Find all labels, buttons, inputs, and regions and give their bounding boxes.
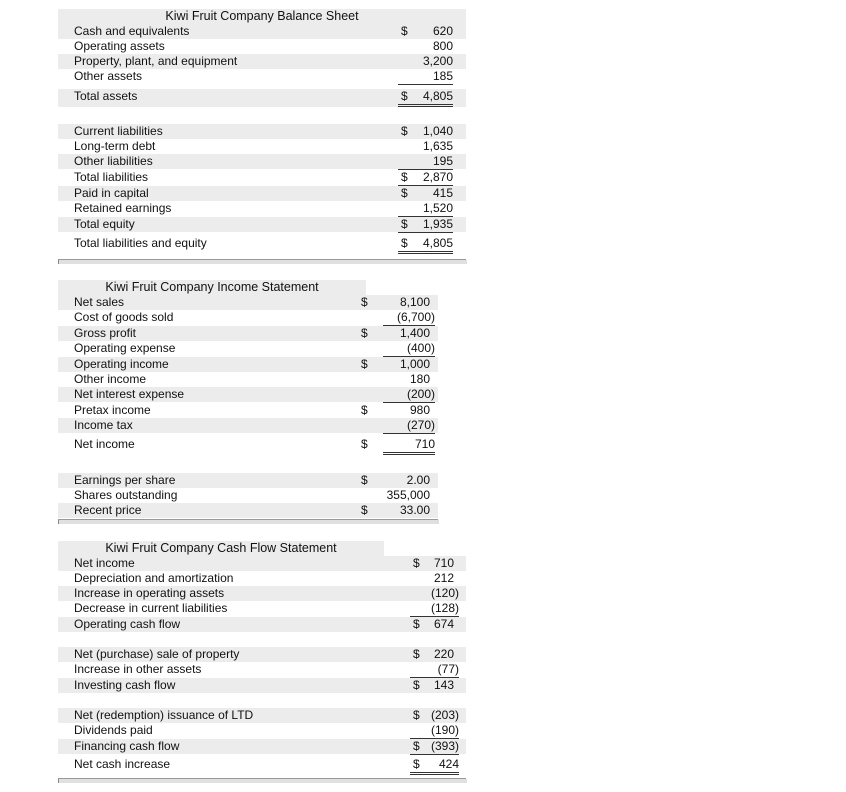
row-value: (203) xyxy=(430,708,459,722)
row-value: (128) xyxy=(410,601,459,617)
table-row xyxy=(58,403,438,418)
row-value: 620 xyxy=(432,24,453,38)
section-footer xyxy=(58,260,467,264)
row-label: Income tax xyxy=(74,418,133,432)
row-label: Cash and equivalents xyxy=(74,24,190,38)
row-dollar: $ xyxy=(401,24,408,38)
table-row xyxy=(58,201,466,216)
row-value: 2.00 xyxy=(406,473,430,487)
row-value: 180 xyxy=(409,372,430,386)
table-row xyxy=(58,372,438,387)
row-label: Total assets xyxy=(74,89,138,103)
row-value: 1,935 xyxy=(398,217,453,233)
balance-sheet xyxy=(58,9,466,264)
row-label: Operating income xyxy=(74,357,169,371)
row-value: 4,805 xyxy=(398,89,453,107)
row-value: 195 xyxy=(398,154,453,170)
row-label: Operating cash flow xyxy=(74,617,181,631)
row-value: 710 xyxy=(383,437,435,455)
row-label: Net income xyxy=(74,556,135,570)
row-label: Net income xyxy=(74,437,135,451)
row-value: 1,520 xyxy=(398,201,453,217)
income-statement-title: Kiwi Fruit Company Income Statement xyxy=(58,280,366,295)
table-row xyxy=(58,310,438,325)
table-row xyxy=(58,154,466,169)
row-value: (190) xyxy=(410,723,459,739)
row-dollar: $ xyxy=(361,357,368,371)
row-dollar: $ xyxy=(361,403,368,417)
table-row xyxy=(58,437,438,455)
row-label: Other assets xyxy=(74,69,143,83)
row-value: 33.00 xyxy=(399,503,430,517)
row-label: Depreciation and amortization xyxy=(74,571,234,585)
table-row xyxy=(58,139,466,154)
row-dollar: $ xyxy=(413,647,420,661)
row-label: Investing cash flow xyxy=(74,678,176,692)
table-row xyxy=(58,170,466,185)
row-label: Recent price xyxy=(74,503,142,517)
row-dollar: $ xyxy=(401,89,408,103)
row-value: (393) xyxy=(410,739,459,755)
table-row xyxy=(58,54,466,69)
row-value: 143 xyxy=(433,678,454,692)
row-dollar: $ xyxy=(361,295,368,309)
row-value: 212 xyxy=(433,571,454,585)
row-value: 220 xyxy=(433,647,454,661)
row-label: Long-term debt xyxy=(74,139,156,153)
row-label: Dividends paid xyxy=(74,723,153,737)
row-dollar: $ xyxy=(401,170,408,184)
table-row xyxy=(58,217,466,232)
row-label: Other liabilities xyxy=(74,154,153,168)
row-value: 8,100 xyxy=(399,295,430,309)
table-row xyxy=(58,708,466,723)
table-row xyxy=(58,556,466,571)
table-row xyxy=(58,571,466,586)
row-value: 1,040 xyxy=(422,124,453,138)
row-label: Net (redemption) issuance of LTD xyxy=(74,708,254,722)
row-value: (270) xyxy=(383,418,435,434)
row-label: Financing cash flow xyxy=(74,739,180,753)
row-label: Pretax income xyxy=(74,403,151,417)
row-value: 355,000 xyxy=(386,488,430,502)
row-label: Earnings per share xyxy=(74,473,176,487)
row-value: 415 xyxy=(432,186,453,200)
row-label: Paid in capital xyxy=(74,186,149,200)
row-value: 4,805 xyxy=(398,236,453,254)
row-label: Total liabilities and equity xyxy=(74,236,207,250)
row-dollar: $ xyxy=(413,708,420,722)
row-label: Net (purchase) sale of property xyxy=(74,647,240,661)
row-value: 710 xyxy=(433,556,454,570)
row-label: Other income xyxy=(74,372,147,386)
table-row xyxy=(58,236,466,254)
row-value: 1,635 xyxy=(422,139,453,153)
table-row xyxy=(58,69,466,84)
table-row xyxy=(58,662,466,677)
row-value: 1,000 xyxy=(399,357,430,371)
row-dollar: $ xyxy=(413,617,420,631)
row-label: Shares outstanding xyxy=(74,488,178,502)
row-label: Increase in other assets xyxy=(74,662,202,676)
table-row xyxy=(58,326,438,341)
row-label: Net interest expense xyxy=(74,387,185,401)
row-value: 674 xyxy=(433,617,454,631)
table-row xyxy=(58,24,466,39)
table-row xyxy=(58,488,438,503)
row-label: Total liabilities xyxy=(74,170,149,184)
row-value: 424 xyxy=(410,757,459,775)
row-label: Net cash increase xyxy=(74,757,171,771)
table-row xyxy=(58,678,466,693)
row-label: Current liabilities xyxy=(74,124,163,138)
row-label: Total equity xyxy=(74,217,135,231)
row-label: Operating assets xyxy=(74,39,165,53)
cash-flow-statement xyxy=(58,541,466,786)
row-dollar: $ xyxy=(413,678,420,692)
row-dollar: $ xyxy=(361,503,368,517)
table-row xyxy=(58,186,466,201)
table-row xyxy=(58,39,466,54)
row-dollar: $ xyxy=(401,236,408,250)
balance-sheet-title: Kiwi Fruit Company Balance Sheet xyxy=(58,9,466,24)
row-value: (6,700) xyxy=(383,310,435,326)
table-row xyxy=(58,89,466,107)
table-row xyxy=(58,295,438,310)
table-row xyxy=(58,617,466,632)
row-value: 800 xyxy=(432,39,453,53)
table-row xyxy=(58,757,466,775)
table-row xyxy=(58,387,438,402)
row-value: 980 xyxy=(409,403,430,417)
cash-flow-title: Kiwi Fruit Company Cash Flow Statement xyxy=(58,541,384,556)
table-row xyxy=(58,503,438,518)
table-row xyxy=(58,601,466,616)
row-value: 2,870 xyxy=(398,170,453,186)
row-dollar: $ xyxy=(401,124,408,138)
table-row xyxy=(58,418,438,433)
income-statement xyxy=(58,280,438,525)
table-row xyxy=(58,647,466,662)
section-footer xyxy=(58,520,439,524)
row-value: 1,400 xyxy=(399,326,430,340)
row-dollar: $ xyxy=(413,757,420,771)
row-dollar: $ xyxy=(413,739,420,753)
table-row xyxy=(58,357,438,372)
row-dollar: $ xyxy=(361,473,368,487)
row-dollar: $ xyxy=(401,186,408,200)
table-row xyxy=(58,723,466,738)
table-row xyxy=(58,341,438,356)
row-label: Increase in operating assets xyxy=(74,586,225,600)
section-footer xyxy=(58,779,467,783)
row-dollar: $ xyxy=(361,437,368,451)
row-value: (400) xyxy=(383,341,435,357)
row-value: (77) xyxy=(410,662,459,678)
table-row xyxy=(58,473,438,488)
row-label: Net sales xyxy=(74,295,125,309)
row-label: Property, plant, and equipment xyxy=(74,54,238,68)
table-row xyxy=(58,739,466,754)
row-dollar: $ xyxy=(401,217,408,231)
row-value: 3,200 xyxy=(422,54,453,68)
row-label: Gross profit xyxy=(74,326,137,340)
row-dollar: $ xyxy=(361,326,368,340)
row-label: Retained earnings xyxy=(74,201,172,215)
row-label: Decrease in current liabilities xyxy=(74,601,228,615)
row-value: (120) xyxy=(430,586,459,600)
row-label: Cost of goods sold xyxy=(74,310,174,324)
row-dollar: $ xyxy=(413,556,420,570)
row-label: Operating expense xyxy=(74,341,176,355)
row-value: (200) xyxy=(383,387,435,403)
table-row xyxy=(58,124,466,139)
table-row xyxy=(58,586,466,601)
row-value: 185 xyxy=(398,69,453,85)
